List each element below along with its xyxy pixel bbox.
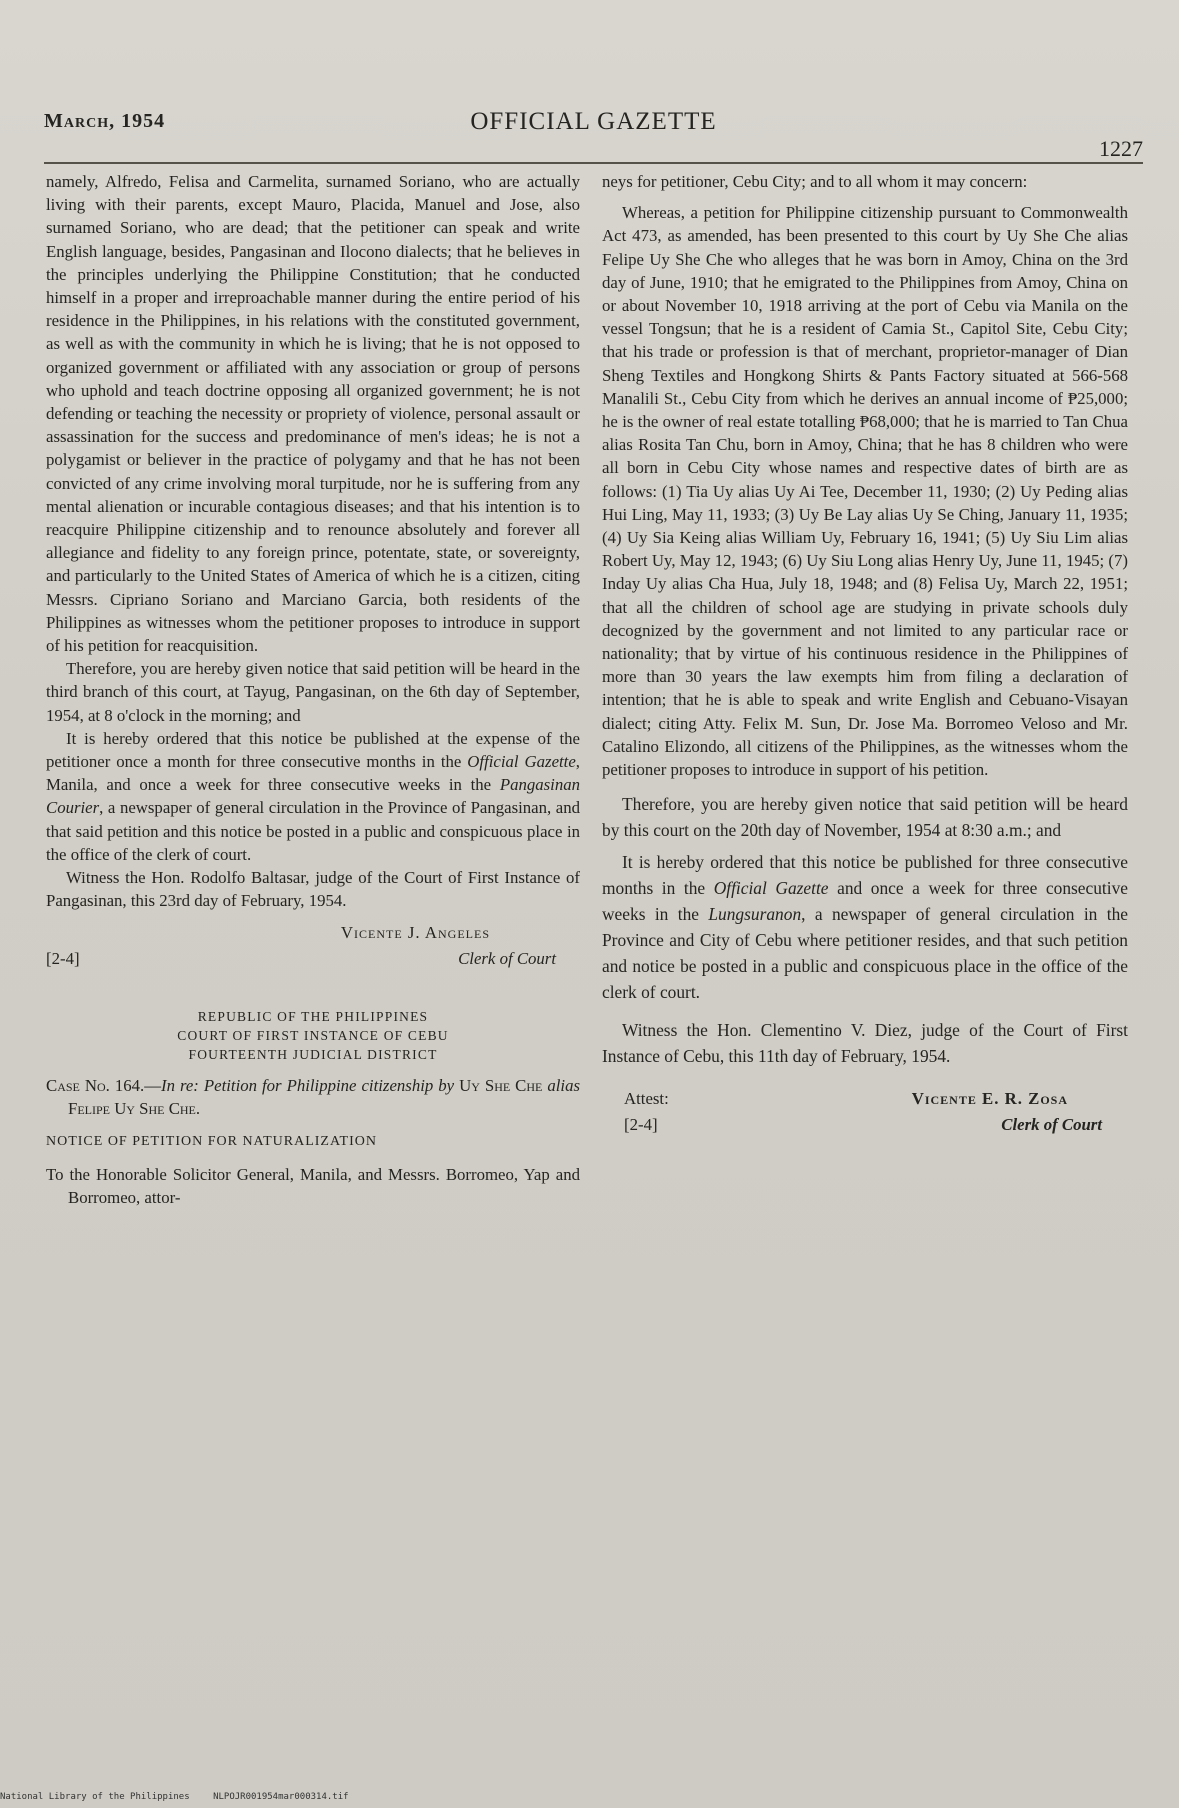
- case-title: In re: Petition for Philippine citizenship by: [160, 1075, 455, 1095]
- right-signature-title: Clerk of Court: [1001, 1115, 1102, 1135]
- right-column: [602, 170, 1128, 1141]
- right-p3-text-b: and once a week for three consecutive weeks in the: [602, 878, 1128, 925]
- scan-footer: [0, 1792, 367, 1802]
- left-p3-text-c: , a newspaper of general circulation in the Province of Pangasinan, and that said petition and this notice be posted in a public and conspicuous place in the office of the clerk of court.: [46, 798, 580, 864]
- caption-line-3: FOURTEENTH JUDICIAL DISTRICT: [188, 1046, 438, 1062]
- left-paragraph-1: namely, Alfredo, Felisa and Carmelita, surnamed Soriano, who are actually living with their parents, except Mauro, Placida, Manuel and Jose, also surnamed Soriano, who are dead; that the petitioner can speak and write English language, besides, Pangasinan and Ilocono dialects; that he believes in the principles underlying the Philippine Constitution; that he conducted himself in a proper and irreproachable manner during the entire period of his residence in the Philippines, in his relations with the constituted government, as well as with the community in which he is living; that he is not opposed to organized government or affiliated with any association or group of persons who uphold and teach doctrine opposing all organized government; he is not defending or teaching the necessity or propriety of violence, personal assault or assassination for the success and predominance of men's ideas; he is not a polygamist or believer in the practice of polygamy and that he has not been convicted of any crime involving moral turpitude, nor he is suffering from any mental alienation or incurable contagious diseases; and that his intention is to reacquire Philippine citizenship and to renounce absolutely and forever all allegiance and fidelity to any foreign prince, potentate, state, or sovereignty, and particularly to the United States of America of which he is a citizen, citing Messrs. Cipriano Soriano and Marciano Garcia, both residents of the Philippines as witnesses whom the petitioner proposes to introduce in support of his petition for reacquisition.: [46, 172, 580, 656]
- page-number: 1227: [1099, 136, 1143, 161]
- right-official-gazette-ref: Official Gazette: [713, 878, 829, 899]
- left-signature-title: Clerk of Court: [458, 948, 556, 968]
- case-dash: —: [144, 1075, 161, 1095]
- caption-line-2: COURT OF FIRST INSTANCE OF CEBU: [177, 1027, 449, 1043]
- footer-library: National Library of the Philippines: [0, 1792, 190, 1802]
- right-p3-text-c: , a newspaper of general circulation in the Province and City of Cebu where petitioner resides, and that such petition and notice be posted in a public and conspicuous place in the office of the clerk of court.: [602, 904, 1129, 1003]
- attest-label: Attest:: [624, 1089, 669, 1109]
- right-p3-text-a: It is hereby ordered that this notice be published for three consecutive months in the: [602, 852, 1128, 899]
- left-paragraph-2: Therefore, you are hereby given notice that said petition will be heard in the third branch of this court, at Tayug, Pangasinan, on the 6th day of September, 1954, at 8 o'clock in the morning; and: [46, 659, 580, 725]
- left-column: [46, 170, 580, 1210]
- right-signature-ref: [2-4]: [624, 1115, 658, 1135]
- left-p3-text-a: It is hereby ordered that this notice be published at the expense of the petitioner once a month for three consecutive months in the: [46, 728, 580, 772]
- case-petitioner: Uy She Che: [454, 1075, 548, 1095]
- caption-line-1: REPUBLIC OF THE PHILIPPINES: [197, 1008, 429, 1024]
- left-p3-text-b: , Manila, and once a week for three consecutive weeks in the: [46, 752, 580, 795]
- lungsuranon-ref: Lungsuranon: [708, 904, 802, 925]
- left-paragraph-3: [46, 727, 580, 866]
- left-paragraph-4: Witness the Hon. Rodolfo Baltasar, judge of the Court of First Instance of Pangasinan, this 23rd day of February, 1954.: [46, 868, 580, 911]
- footer-file: NLPOJR001954mar000314.tif: [213, 1792, 349, 1802]
- right-paragraph-1: Whereas, a petition for Philippine citizenship pursuant to Commonwealth Act 473, as amended, has been presented to this court by Uy She Che alias Felipe Uy She Che who alleges that he was born in Amoy, China on the 3rd day of June, 1910; that he emigrated to the Philippines from Amoy, China on or about November 10, 1918 arriving at the port of Cebu via Manila on the vessel Tongsun; that he is a resident of Camia St., Capitol Site, Cebu City; that his trade or profession is that of merchant, proprietor-manager of Dian Sheng Textiles and Hongkong Shirts & Pants Factory situated at 566-568 Manalili St., Cebu City from which he derives an annual income of ₱25,000; he is the owner of real estate totalling ₱68,000; that he is married to Tan Chua alias Rosita Tan Chu, born in Amoy, China; that he has 8 children who were all born in Cebu City whose names and respective dates of birth are as follows: (1) Tia Uy alias Uy Ai Tee, December 11, 1930; (2) Uy Peding alias Hui Ling, May 11, 1933; (3) Uy Be Lay alias Uy Se Ching, January 11, 1935; (4) Uy Sia Keing alias William Uy, February 16, 1941; (5) Uy Siu Lim alias Robert Uy, May 12, 1943; (6) Uy Siu Long alias Henry Uy, June 11, 1945; (7) Inday Uy alias Cha Hua, July 18, 1948; and (8) Felisa Uy, March 22, 1951; that all the children of school age are studying in private schools duly decognized by the government and not limited to any particular race or nationality; that by virtue of his continuous residence in the Philippines of more than 30 years the law exempts him from filing a declaration of intention; that he is able to speak and write English and Cebuano-Visayan dialect; citing Atty. Felix M. Sun, Dr. Jose Ma. Borromeo Veloso and Mr. Catalino Elizondo, all citizens of the Philippines, as the witnesses whom the petitioner proposes to introduce in support of his petition.: [602, 203, 1128, 780]
- court-caption: [46, 1007, 580, 1064]
- right-signature: [602, 1087, 1128, 1141]
- page-header: [44, 108, 1143, 161]
- left-signature-ref: [2-4]: [46, 948, 80, 968]
- left-signature: [46, 913, 580, 973]
- case-petitioner-alias: Felipe Uy She Che.: [68, 1098, 201, 1118]
- official-gazette-ref: Official Gazette: [467, 752, 576, 772]
- case-alias: alias: [547, 1075, 580, 1095]
- right-paragraph-3: [602, 849, 1128, 1005]
- header-title: OFFICIAL GAZETTE: [470, 108, 717, 135]
- left-signature-name: Vicente J. Angeles: [340, 922, 490, 942]
- header-date: March, 1954: [44, 110, 166, 132]
- addressees: To the Honorable Solicitor General, Manila, and Messrs. Borromeo, Yap and Borromeo, attor-: [46, 1165, 580, 1208]
- right-addressees-cont: neys for petitioner, Cebu City; and to all whom it may concern:: [602, 172, 1028, 191]
- case-number: Case No. 164.: [46, 1075, 145, 1095]
- pangasinan-courier-ref: Pangasinan Courier: [46, 775, 580, 818]
- right-paragraph-2: Therefore, you are hereby given notice that said petition will be heard by this court on the 20th day of November, 1954 at 8:30 a.m.; and: [602, 794, 1128, 841]
- notice-title: NOTICE OF PETITION FOR NATURALIZATION: [46, 1133, 377, 1149]
- right-signature-name: Vicente E. R. Zosa: [911, 1089, 1068, 1109]
- header-rule: [44, 162, 1143, 164]
- case-heading: [46, 1074, 580, 1120]
- right-paragraph-4: Witness the Hon. Clementino V. Diez, judge of the Court of First Instance of Cebu, this 11th day of February, 1954.: [602, 1020, 1128, 1067]
